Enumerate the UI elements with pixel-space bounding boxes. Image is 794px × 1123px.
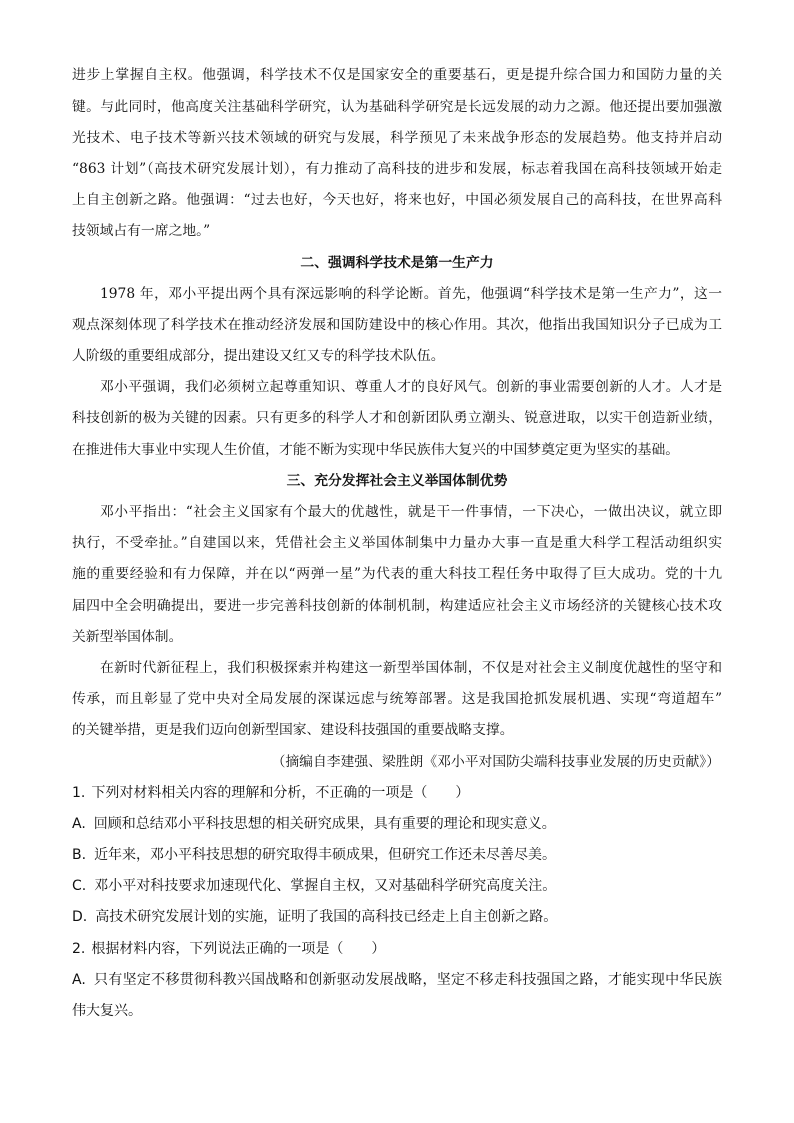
question-number: 2. <box>72 940 86 957</box>
option-text: 回顾和总结邓小平科技思想的相关研究成果，具有重要的理论和现实意义。 <box>93 815 556 832</box>
paragraph-line: 邓小平强调，我们必须树立起尊重知识、尊重人才的良好风气。创新的事业需要创新的人才。人才是 <box>100 379 722 396</box>
paragraph-line: 上自主创新之路。他强调：“过去也好，今天也好，将来也好，中国必须发展自己的高科技，在世界高科 <box>72 192 722 209</box>
option-letter: B. <box>72 847 87 864</box>
paragraph-line: 键。与此同时，他高度关注基础科学研究，认为基础科学研究是长远发展的动力之源。他还提出要加强激 <box>72 98 722 115</box>
section-3-paragraph-2 <box>72 653 722 747</box>
exam-page <box>72 60 722 1027</box>
option-letter: C. <box>72 878 87 895</box>
option-letter: A. <box>72 815 86 832</box>
section-3-paragraph-1 <box>72 497 722 653</box>
option-text: 高技术研究发展计划的实施，证明了我国的高科技已经走上自主创新之路。 <box>95 909 558 926</box>
section-heading: 三、充分发挥社会主义举国体制优势 <box>286 472 508 489</box>
paragraph-line: 邓小平指出：“社会主义国家有个最大的优越性，就是干一件事情，一下决心，一做出决议，就立即 <box>100 504 722 521</box>
question-text: 下列对材料相关内容的理解和分析，不正确的一项是（ ） <box>91 784 470 801</box>
section-2-paragraph-2 <box>72 372 722 466</box>
paragraph-line: 在新时代新征程上，我们积极探索并构建这一新型举国体制，不仅是对社会主义制度优越性的坚守和 <box>100 659 722 676</box>
option-text-continuation: 伟大复兴。 <box>72 1003 142 1020</box>
option-text: 邓小平对科技要求加速现代化、掌握自主权，又对基础科学研究高度关注。 <box>94 878 557 895</box>
question-number: 1. <box>72 784 86 801</box>
reading-passage <box>72 60 722 777</box>
paragraph-line: 传承，而且彰显了党中央对全局发展的深谋远虑与统筹部署。这是我国抢抓发展机遇、实现“弯道超车” <box>72 691 722 708</box>
question-text: 根据材料内容，下列说法正确的一项是（ ） <box>91 940 386 957</box>
option-text: 只有坚定不移贯彻科教兴国战略和创新驱动发展战略，坚定不移走科技强国之路，才能实现中华民族 <box>93 971 722 988</box>
answer-option-b <box>72 840 722 871</box>
intro-paragraph <box>72 60 722 247</box>
question-2 <box>72 934 722 1028</box>
paragraph-line: 在推进伟大事业中实现人生价值，才能不断为实现中华民族伟大复兴的中国梦奠定更为坚实的基础。 <box>72 441 680 458</box>
option-letter: A. <box>72 971 86 988</box>
paragraph-line: 的关键举措，更是我们迈向创新型国家、建设科技强国的重要战略支撑。 <box>72 722 514 739</box>
paragraph-line: 执行，不受牵扯。”自建国以来，凭借社会主义举国体制集中力量办大事一直是重大科学工程活动组织实 <box>72 535 722 552</box>
paragraph-line: 施的重要经验和有力保障，并在以“两弹一星”为代表的重大科技工程任务中取得了巨大成功。党的十九 <box>72 566 722 583</box>
paragraph-line: 光技术、电子技术等新兴技术领域的研究与发展，科学预见了未来战争形态的发展趋势。他支持并启动 <box>72 129 722 146</box>
paragraph-line: 人阶级的重要组成部分，提出建设又红又专的科学技术队伍。 <box>72 348 445 365</box>
option-letter: D. <box>72 909 88 926</box>
paragraph-line: 科技创新的极为关键的因素。只有更多的科学人才和创新团队勇立潮头、锐意进取，以实干创造新业绩， <box>72 410 722 427</box>
paragraph-line: 届四中全会明确提出，要进一步完善科技创新的体制机制，构建适应社会主义市场经济的关键核心技术攻 <box>72 597 722 614</box>
paragraph-line: “863 计划”（高技术研究发展计划），有力推动了高科技的进步和发展，标志着我国在高科技领域开始走 <box>72 160 722 177</box>
question-stem <box>72 934 722 965</box>
source-citation: （摘编自李建强、梁胜朗《邓小平对国防尖端科技事业发展的历史贡献》） <box>271 753 720 770</box>
paragraph-line: 关新型举国体制。 <box>72 628 183 645</box>
answer-option-a <box>72 965 722 996</box>
paragraph-line: 1978 年，邓小平提出两个具有深远影响的科学论断。首先，他强调“科学技术是第一生产力”，这一 <box>100 285 722 302</box>
question-1 <box>72 778 722 934</box>
answer-option-c <box>72 871 722 902</box>
option-text: 近年来，邓小平科技思想的研究取得丰硕成果，但研究工作还未尽善尽美。 <box>94 847 557 864</box>
paragraph-line: 进步上掌握自主权。他强调，科学技术不仅是国家安全的重要基石，更是提升综合国力和国防力量的关 <box>72 67 722 84</box>
section-2-paragraph-1 <box>72 279 722 373</box>
paragraph-line: 技领域占有一席之地。” <box>72 223 211 240</box>
paragraph-line: 观点深刻体现了科学技术在推动经济发展和国防建设中的核心作用。其次，他指出我国知识分子已成为工 <box>72 316 722 333</box>
answer-option-a <box>72 809 722 840</box>
question-stem <box>72 778 722 809</box>
answer-option-d <box>72 902 722 933</box>
section-heading: 二、强调科学技术是第一生产力 <box>300 254 494 271</box>
